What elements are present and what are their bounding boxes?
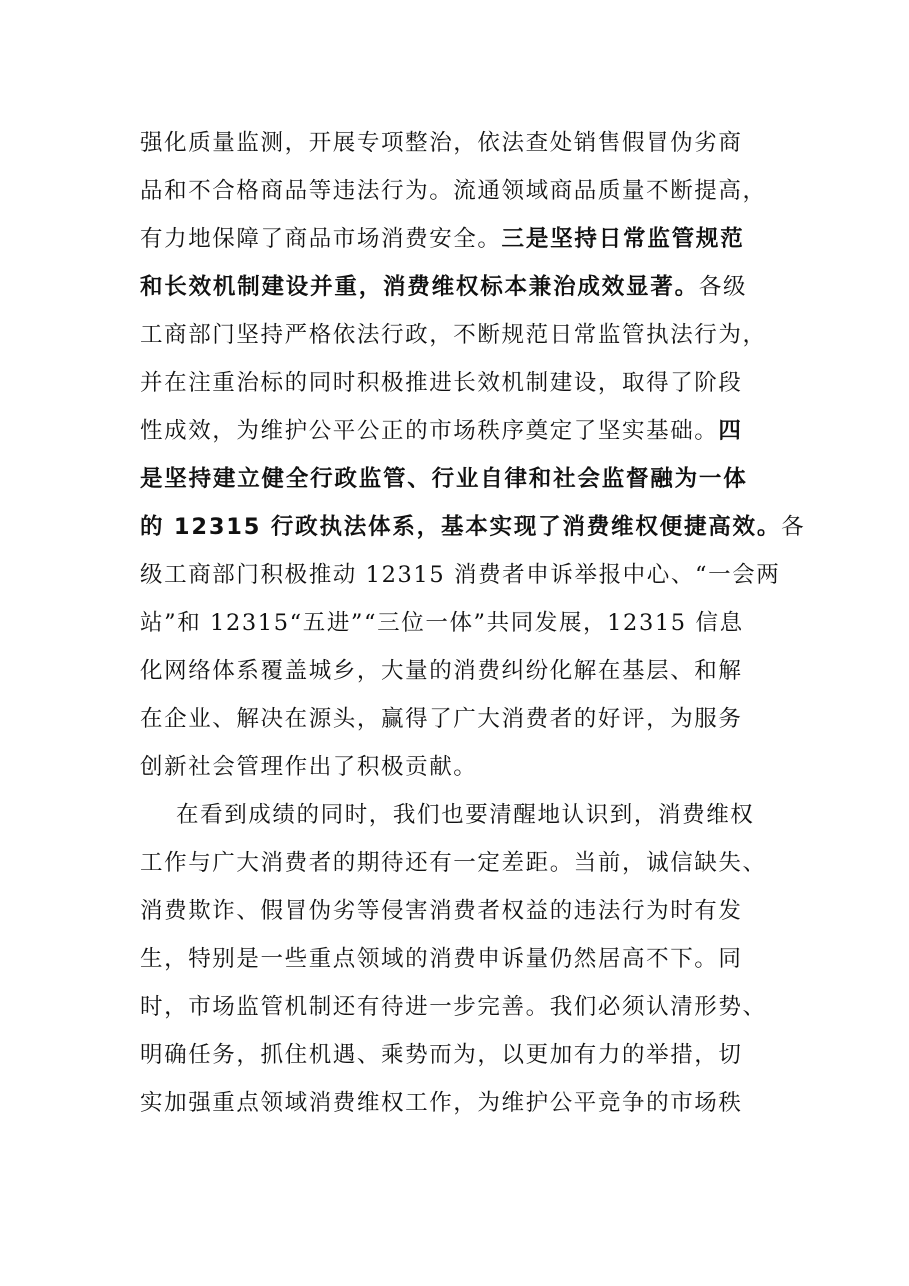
text-line	[140, 224, 780, 254]
bold-heading-segment: 和长效机制建设并重，消费维权标本兼治成效显著。	[140, 274, 699, 300]
text-segment: 各级	[698, 274, 748, 300]
text-line: 强化质量监测，开展专项整治，依法查处销售假冒伪劣商	[140, 130, 743, 156]
text-line	[140, 512, 806, 542]
text-line: 创新社会管理作出了积极贡献。	[140, 754, 478, 780]
bold-heading-segment: 三是坚持日常监管规范	[501, 226, 745, 252]
text-segment: 各	[781, 514, 806, 540]
text-line: 在企业、解决在源头，赢得了广大消费者的好评，为服务	[140, 706, 743, 732]
bold-heading-segment: 四	[718, 418, 743, 444]
text-segment: 性成效，为维护公平公正的市场秩序奠定了坚实基础。	[140, 418, 719, 444]
text-line: 消费欺诈、假冒伪劣等侵害消费者权益的违法行为时有发	[140, 898, 743, 924]
text-line: 并在注重治标的同时积极推进长效机制建设，取得了阶段	[140, 370, 743, 396]
text-line: 生，特别是一些重点领域的消费申诉量仍然居高不下。同	[140, 946, 743, 972]
text-line	[140, 272, 780, 302]
bold-heading-line: 是坚持建立健全行政监管、行业自律和社会监督融为一体	[140, 466, 748, 492]
text-line: 实加强重点领域消费维权工作，为维护公平竞争的市场秩	[140, 1090, 743, 1116]
text-line	[140, 416, 780, 446]
text-line: 品和不合格商品等违法行为。流通领域商品质量不断提高，	[140, 178, 767, 204]
bold-heading-segment: 的 12315 行政执法体系，基本实现了消费维权便捷高效。	[140, 514, 782, 540]
text-line: 化网络体系覆盖城乡，大量的消费纠纷化解在基层、和解	[140, 658, 743, 684]
text-line: 明确任务，抓住机遇、乘势而为，以更加有力的举措，切	[140, 1042, 743, 1068]
text-line: 级工商部门积极推动 12315 消费者申诉举报中心、“一会两	[140, 562, 781, 588]
text-line: 时，市场监管机制还有待进一步完善。我们必须认清形势、	[140, 994, 767, 1020]
text-line: 站”和 12315“五进”“三位一体”共同发展，12315 信息	[140, 610, 744, 636]
paragraph-first-line: 在看到成绩的同时，我们也要清醒地认识到，消费维权	[176, 802, 755, 828]
text-line: 工商部门坚持严格依法行政，不断规范日常监管执法行为，	[140, 322, 767, 348]
text-segment: 有力地保障了商品市场消费安全。	[140, 226, 502, 252]
text-line: 工作与广大消费者的期待还有一定差距。当前，诚信缺失、	[140, 850, 767, 876]
